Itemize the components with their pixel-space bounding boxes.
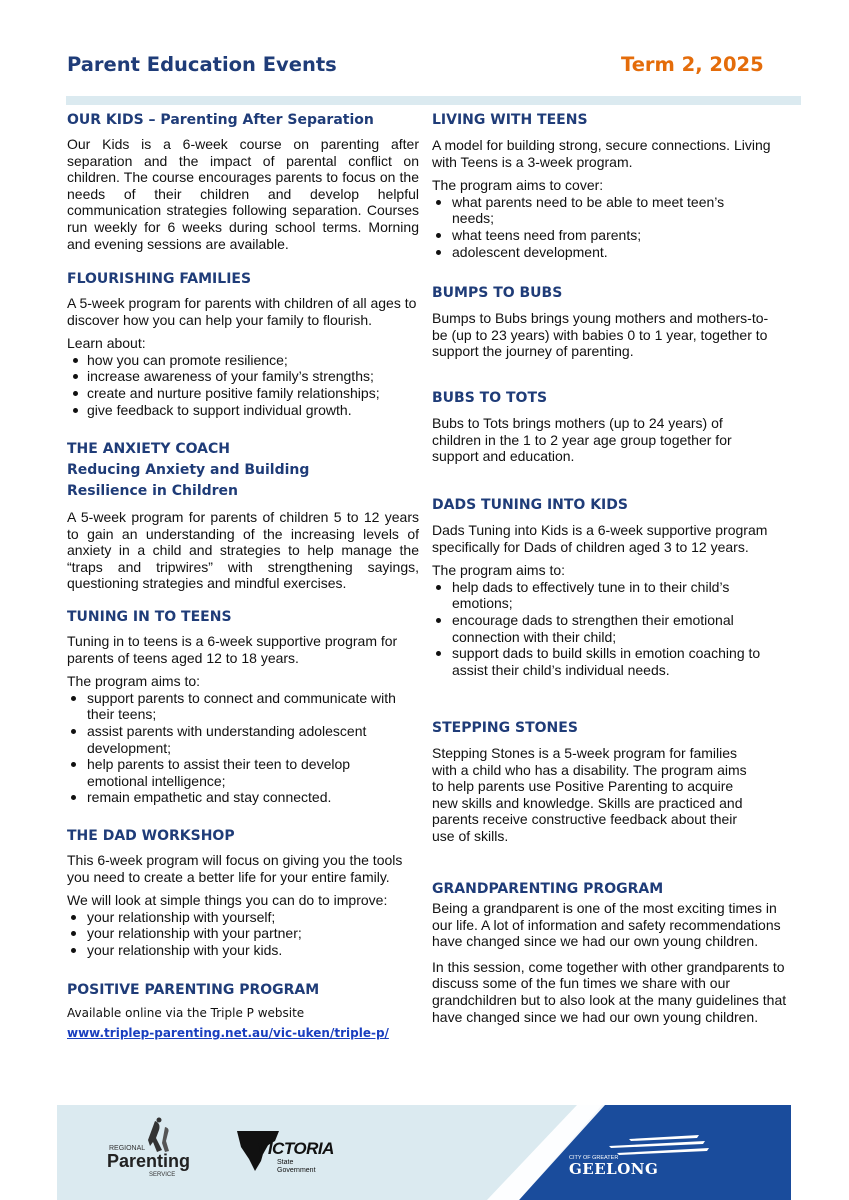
section-dad-workshop bbox=[67, 826, 419, 959]
list-lead: The program aims to: bbox=[67, 673, 201, 690]
section-body: Our Kids is a 6-week course on parenting after separation and the impact of parental conflict on children. The course encourages parents to focus on the needs of their children and develop helpful communication strategies following separation. Courses run weekly for 6 weeks during school terms. Morning and evening sessions are available. bbox=[67, 136, 419, 252]
section-heading: STEPPING STONES bbox=[432, 720, 578, 736]
section-heading: FLOURISHING FAMILIES bbox=[67, 271, 252, 287]
section-heading: LIVING WITH TEENS bbox=[432, 112, 588, 128]
bullet-list bbox=[67, 909, 419, 959]
online-note: Available online via the Triple P website bbox=[67, 1006, 305, 1020]
list-item: adolescent development. bbox=[432, 244, 742, 261]
list-item: support dads to build skills in emotion coaching to assist their child’s individual needs. bbox=[432, 645, 772, 678]
section-anxiety-coach bbox=[67, 439, 419, 592]
list-lead: We will look at simple things you can do to improve: bbox=[67, 892, 388, 909]
list-item: increase awareness of your family’s strengths; bbox=[67, 368, 419, 385]
triple-p-link[interactable]: www.triplep-parenting.net.au/vic-uken/triple-p/ bbox=[67, 1026, 389, 1040]
geelong-name: GEELONG bbox=[569, 1160, 659, 1178]
vic-name: VICTORIA bbox=[257, 1139, 334, 1158]
list-item: your relationship with your kids. bbox=[67, 942, 419, 959]
section-body: Stepping Stones is a 5-week program for families with a child who has a disability. The program aims to help parents use Positive Parenting to acquire new skills and knowledge. Skills are practiced and parents receive constructive feedback about their use of skills. bbox=[432, 745, 747, 844]
section-heading: TUNING IN TO TEENS bbox=[67, 609, 232, 625]
list-item: support parents to connect and communicate with their teens; bbox=[67, 690, 397, 723]
term-label: Term 2, 2025 bbox=[621, 53, 764, 76]
section-heading: POSITIVE PARENTING PROGRAM bbox=[67, 982, 320, 998]
list-item: help parents to assist their teen to develop emotional intelligence; bbox=[67, 756, 397, 789]
list-item: assist parents with understanding adolescent development; bbox=[67, 723, 397, 756]
list-item: give feedback to support individual growth. bbox=[67, 402, 419, 419]
section-flourishing-families bbox=[67, 269, 419, 418]
section-bumps-to-bubs bbox=[432, 283, 794, 360]
section-subheading: Reducing Anxiety and Building Resilience in Children bbox=[67, 462, 310, 499]
section-heading: THE ANXIETY COACH bbox=[67, 441, 231, 457]
list-item: what teens need from parents; bbox=[432, 227, 742, 244]
vic-line1: State bbox=[277, 1159, 294, 1166]
list-lead: The program aims to cover: bbox=[432, 177, 604, 194]
list-lead: The program aims to: bbox=[432, 562, 566, 579]
bullet-list bbox=[67, 352, 419, 418]
bullet-list bbox=[432, 194, 742, 260]
geelong-logo bbox=[569, 1133, 709, 1177]
list-item: help dads to effectively tune in to their child’s emotions; bbox=[432, 579, 772, 612]
rps-line2: Parenting bbox=[107, 1151, 191, 1171]
bullet-list bbox=[67, 690, 397, 806]
list-item: remain empathetic and stay connected. bbox=[67, 789, 397, 806]
page-title: Parent Education Events bbox=[67, 53, 337, 76]
list-item: what parents need to be able to meet teen’s needs; bbox=[432, 194, 742, 227]
rps-line3: SERVICE bbox=[149, 1172, 176, 1178]
section-body: Dads Tuning into Kids is a 6-week supportive program specifically for Dads of children aged 3 to 12 years. bbox=[432, 522, 768, 555]
regional-parenting-logo bbox=[107, 1117, 191, 1183]
section-heading: GRANDPARENTING PROGRAM bbox=[432, 881, 664, 897]
section-body: A 5-week program for parents of children 5 to 12 years to gain an understanding of the increasing levels of anxiety in a child and strategies to help manage the “traps and tripwires” with strengthening sayings, questioning strategies and mindful exercises. bbox=[67, 509, 419, 592]
section-body: Bubs to Tots brings mothers (up to 24 years) of children in the 1 to 2 year age group together for support and education. bbox=[432, 415, 732, 465]
section-positive-parenting bbox=[67, 980, 419, 1043]
section-body: Bumps to Bubs brings young mothers and mothers-to-be (up to 23 years) with babies 0 to 1 year, together to support the journey of parenting. bbox=[432, 310, 769, 360]
section-body: In this session, come together with other grandparents to discuss some of the fun times we share with our grandchildren but to also look at the many guidelines that have changed since we had our own young children. bbox=[432, 958, 787, 1025]
section-body: A model for building strong, secure connections. Living with Teens is a 3-week program. bbox=[432, 137, 771, 170]
footer-banner bbox=[57, 1105, 791, 1200]
list-item: encourage dads to strengthen their emotional connection with their child; bbox=[432, 612, 772, 645]
section-dads-tuning-into-kids bbox=[432, 495, 794, 678]
section-tuning-in-to-teens bbox=[67, 607, 419, 806]
geelong-small: CITY OF GREATER bbox=[569, 1155, 619, 1161]
header-divider bbox=[66, 96, 801, 105]
list-item: your relationship with your partner; bbox=[67, 925, 419, 942]
section-heading: DADS TUNING INTO KIDS bbox=[432, 497, 628, 513]
section-heading: BUMPS TO BUBS bbox=[432, 285, 563, 301]
section-body: This 6-week program will focus on giving you the tools you need to create a better life for your entire family. bbox=[67, 852, 403, 885]
section-body: Being a grandparent is one of the most exciting times in our life. A lot of information and safety recommendations have changed since we had our own young children. bbox=[432, 900, 781, 950]
list-item: how you can promote resilience; bbox=[67, 352, 419, 369]
section-body: Tuning in to teens is a 6-week supportive program for parents of teens aged 12 to 18 years. bbox=[67, 633, 398, 666]
section-body: A 5-week program for parents with children of all ages to discover how you can help your family to flourish. bbox=[67, 295, 417, 328]
list-item: create and nurture positive family relationships; bbox=[67, 385, 419, 402]
section-stepping-stones bbox=[432, 718, 794, 845]
section-heading: OUR KIDS – Parenting After Separation bbox=[67, 112, 374, 128]
section-grandparenting bbox=[432, 879, 794, 1025]
victoria-government-logo bbox=[235, 1127, 334, 1179]
section-our-kids bbox=[67, 110, 419, 252]
section-living-with-teens bbox=[432, 110, 794, 260]
section-bubs-to-tots bbox=[432, 388, 794, 465]
rps-line1: REGIONAL bbox=[109, 1145, 146, 1152]
list-lead: Learn about: bbox=[67, 335, 146, 352]
vic-line2: Government bbox=[277, 1167, 316, 1174]
section-heading: THE DAD WORKSHOP bbox=[67, 828, 235, 844]
section-heading: BUBS TO TOTS bbox=[432, 390, 548, 406]
list-item: your relationship with yourself; bbox=[67, 909, 419, 926]
bullet-list bbox=[432, 579, 772, 679]
